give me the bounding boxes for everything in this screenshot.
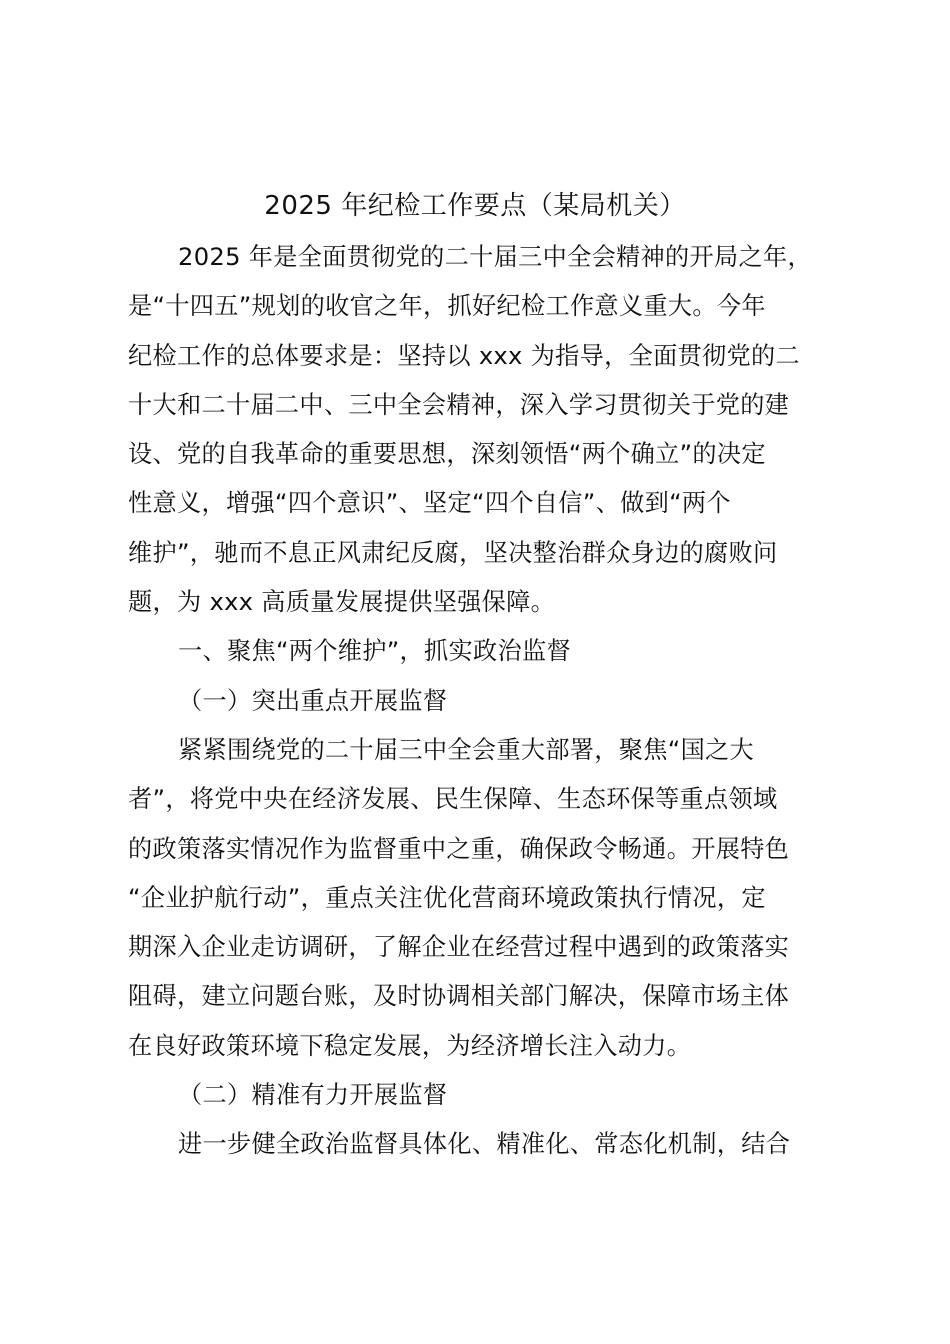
paragraph-line: 性意义，增强“四个意识”、坚定“四个自信”、做到“两个 bbox=[128, 489, 731, 518]
paragraph-line: 十大和二十届二中、三中全会精神，深入学习贯彻关于党的建 bbox=[128, 390, 790, 419]
paragraph-line: 纪检工作的总体要求是：坚持以 xxx 为指导，全面贯彻党的二 bbox=[128, 341, 801, 370]
document-title: 2025 年纪检工作要点（某局机关） bbox=[264, 191, 686, 221]
paragraph-line: 2025 年是全面贯彻党的二十届三中全会精神的开局之年， bbox=[178, 243, 812, 271]
paragraph-line: 进一步健全政治监督具体化、精准化、常态化机制，结合 bbox=[178, 1130, 791, 1159]
paragraph-line: 者”，将党中央在经济发展、民生保障、生态环保等重点领域 bbox=[128, 785, 778, 814]
subsection-heading: （二）精准有力开展监督 bbox=[178, 1081, 448, 1110]
paragraph-line: 期深入企业走访调研，了解企业在经营过程中遇到的政策落实 bbox=[128, 933, 790, 962]
paragraph-line: 题，为 xxx 高质量发展提供坚强保障。 bbox=[128, 588, 556, 617]
paragraph-line: 在良好政策环境下稳定发展，为经济增长注入动力。 bbox=[128, 1031, 692, 1060]
document-body bbox=[128, 233, 832, 1170]
paragraph-line: 的政策落实情况作为监督重中之重，确保政令畅通。开展特色 bbox=[128, 834, 790, 863]
paragraph-line: “企业护航行动”，重点关注优化营商环境政策执行情况，定 bbox=[128, 883, 766, 912]
paragraph-line: 维护”，驰而不息正风肃纪反腐，坚决整治群众身边的腐败问 bbox=[128, 538, 778, 567]
paragraph-line: 紧紧围绕党的二十届三中全会重大部署，聚焦“国之大 bbox=[178, 735, 755, 764]
paragraph-line: 设、党的自我革命的重要思想，深刻领悟“两个确立”的决定 bbox=[128, 440, 766, 469]
subsection-heading: （一）突出重点开展监督 bbox=[178, 686, 448, 715]
section-heading: 一、聚焦“两个维护”，抓实政治监督 bbox=[178, 637, 571, 666]
paragraph-line: 是“十四五”规划的收官之年，抓好纪检工作意义重大。今年 bbox=[128, 292, 766, 321]
paragraph-line: 阻碍，建立问题台账，及时协调相关部门解决，保障市场主体 bbox=[128, 982, 790, 1011]
